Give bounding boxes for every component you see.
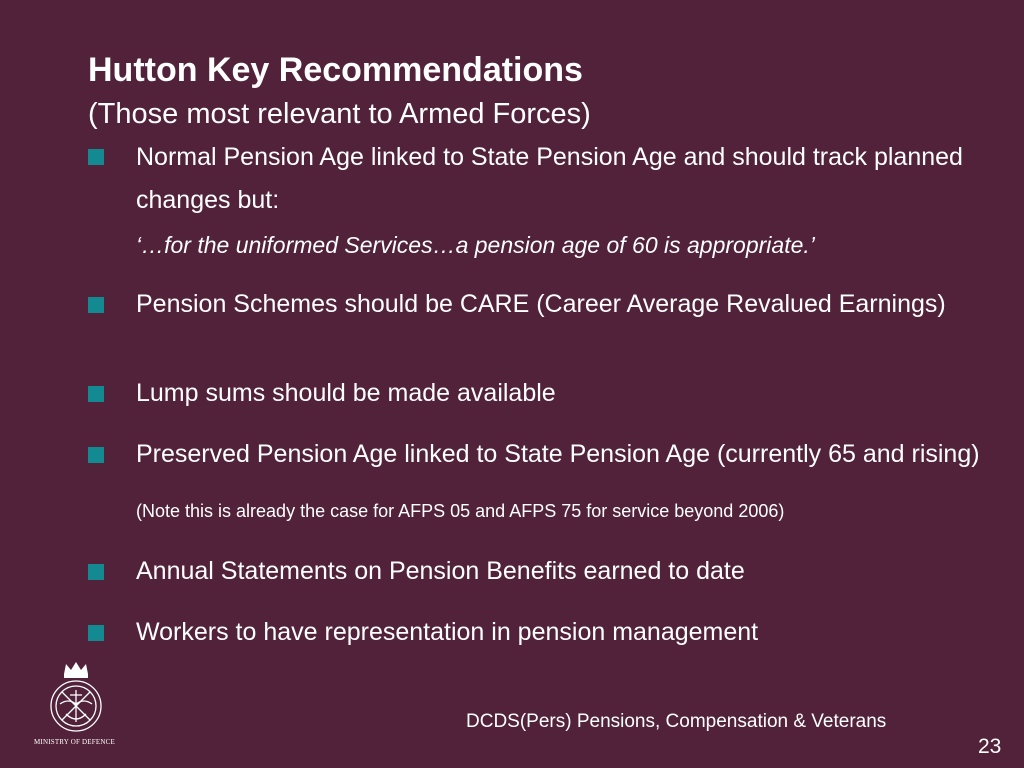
square-bullet-icon (88, 564, 104, 580)
bullet-text: Normal Pension Age linked to State Pension Age and should track planned changes but: (136, 143, 963, 214)
square-bullet-icon (88, 297, 104, 313)
ministry-of-defence-label: MINISTRY OF DEFENCE (34, 738, 115, 746)
ministry-of-defence-crest-icon (30, 660, 122, 746)
slide-title: Hutton Key Recommendations (88, 51, 583, 89)
bullet-text: Pension Schemes should be CARE (Career Average Revalued Earnings) (136, 290, 946, 318)
bullet-text: Workers to have representation in pension management (136, 618, 759, 646)
page-number: 23 (978, 735, 1002, 758)
square-bullet-icon (88, 149, 104, 165)
square-bullet-icon (88, 625, 104, 641)
bullet-text: Lump sums should be made available (136, 379, 556, 407)
slide-footer: DCDS(Pers) Pensions, Compensation & Veterans (466, 711, 887, 732)
bullet-text: Preserved Pension Age linked to State Pension Age (currently 65 and rising) (136, 440, 980, 468)
afps-note: (Note this is already the case for AFPS 05 and AFPS 75 for service beyond 2006) (136, 501, 785, 521)
square-bullet-icon (88, 386, 104, 402)
bullet-text: Annual Statements on Pension Benefits earned to date (136, 557, 745, 585)
slide-subtitle: (Those most relevant to Armed Forces) (88, 98, 591, 130)
hutton-quote: ‘…for the uniformed Services…a pension age of 60 is appropriate.’ (136, 232, 815, 258)
square-bullet-icon (88, 447, 104, 463)
